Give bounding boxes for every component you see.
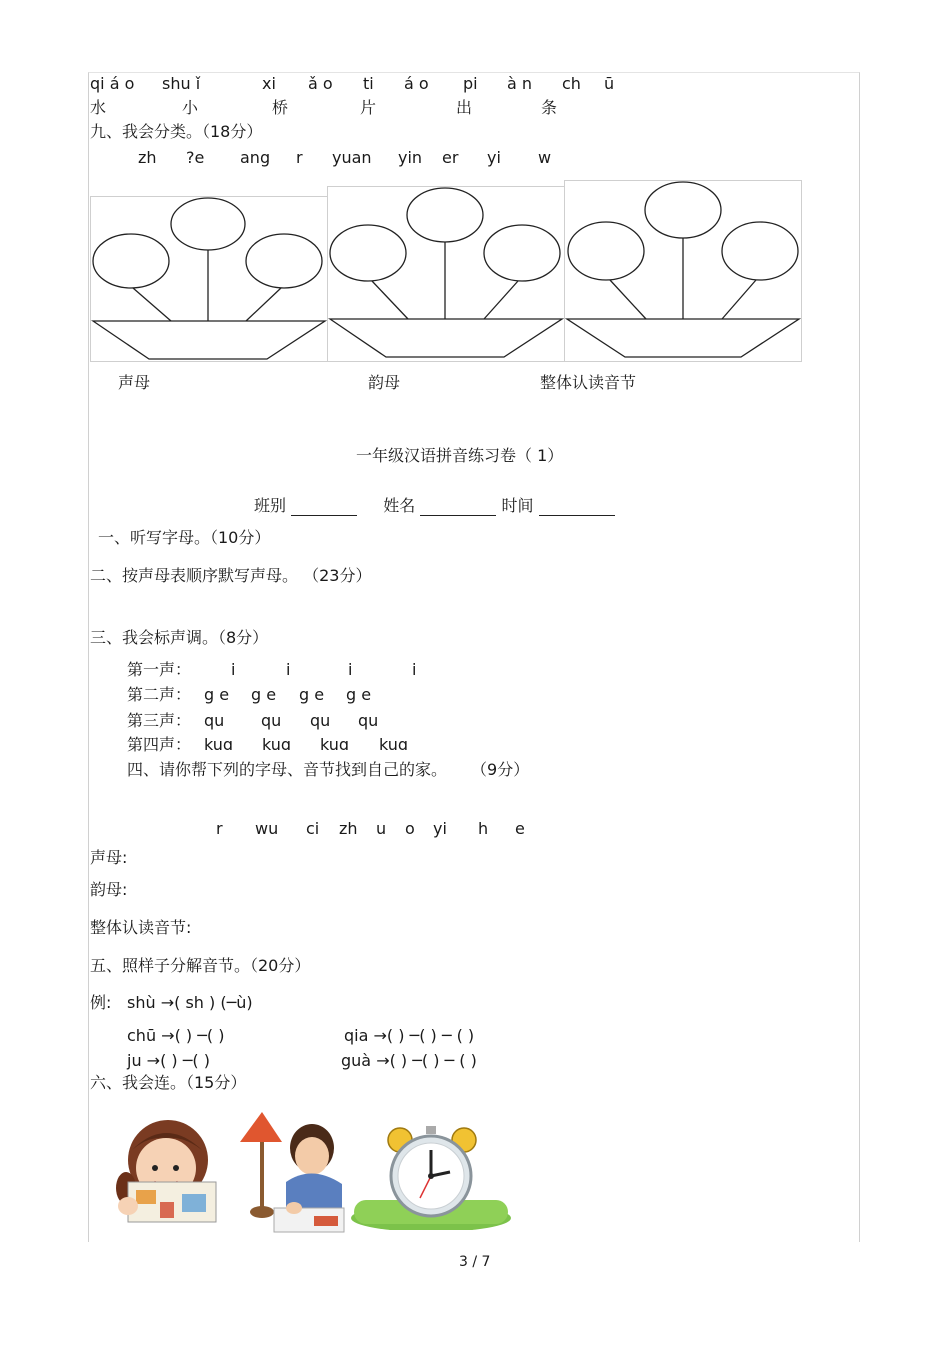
hanzi-item: 片 — [360, 98, 377, 117]
top-hanzi-row — [90, 98, 650, 118]
test-title: 一年级汉语拼音练习卷（ 1） — [356, 446, 564, 465]
decompose-gua: guà →( ) ─( ) ─ ( ) — [341, 1051, 477, 1070]
tone-item: qu — [261, 711, 282, 730]
tone-label: 第三声： — [127, 711, 192, 730]
flower-pot-diagram-2 — [327, 186, 565, 362]
classify-item: r — [296, 148, 303, 167]
section-2-title: 二、按声母表顺序默写声母。 （23分） — [90, 566, 372, 585]
classify-item: ang — [240, 148, 271, 167]
classify-item: ?e — [186, 148, 205, 167]
tone-item: g e — [299, 685, 325, 704]
tone-label: 第四声： — [127, 735, 192, 754]
class-field[interactable] — [291, 499, 357, 516]
example-decomposition: shù →( sh ) (─ù) — [127, 993, 253, 1012]
sort-item: yi — [433, 819, 447, 838]
pot-label-shengmu: 声母 — [118, 373, 151, 392]
tone-item: i — [412, 660, 417, 679]
name-field[interactable] — [420, 499, 496, 516]
classify-item: yin — [398, 148, 423, 167]
pinyin-item: xi — [262, 74, 276, 93]
sort-item: u — [376, 819, 387, 838]
class-label: 班别 — [254, 496, 287, 515]
classify-item: w — [538, 148, 552, 167]
section-4-items — [216, 819, 536, 839]
time-label: 时间 — [501, 496, 534, 515]
tone-label: 第一声： — [127, 660, 192, 679]
pinyin-item: à n — [507, 74, 533, 93]
pinyin-item: qi á o — [90, 74, 135, 93]
sort-item: r — [216, 819, 223, 838]
tone-item: qu — [204, 711, 225, 730]
classify-item: zh — [138, 148, 157, 167]
pinyin-item: ch — [562, 74, 581, 93]
pot-label-yunmu: 韵母 — [368, 373, 401, 392]
hanzi-item: 小 — [182, 98, 199, 117]
tone-item: kuɑ — [320, 735, 350, 754]
hanzi-item: 条 — [541, 98, 558, 117]
page-number: 3 / 7 — [459, 1254, 491, 1270]
flower-pot-3 — [565, 181, 801, 361]
pinyin-item: ǎ o — [308, 74, 333, 93]
tone-item: g e — [346, 685, 372, 704]
pinyin-item: shu ǐ — [162, 74, 201, 93]
pinyin-item: ū — [604, 74, 615, 93]
decompose-chu: chū →( ) ─( ) — [127, 1026, 225, 1045]
tone-item: i — [286, 660, 291, 679]
section-9-items — [90, 148, 570, 168]
sort-item: o — [405, 819, 415, 838]
name-label: 姓名 — [383, 496, 416, 515]
yunmu-answer-label: 韵母: — [90, 880, 128, 899]
tone-item: i — [231, 660, 236, 679]
flower-pot-diagram-3 — [564, 180, 802, 362]
pot-label-zhengti: 整体认读音节 — [540, 373, 637, 392]
tone-item: g e — [204, 685, 230, 704]
boy-writing-picture — [234, 1112, 348, 1238]
hanzi-item: 出 — [456, 98, 473, 117]
section-3-title: 三、我会标声调。（8分） — [90, 628, 269, 647]
sort-item: wu — [255, 819, 279, 838]
tone-item: kuɑ — [379, 735, 409, 754]
classify-item: yi — [487, 148, 501, 167]
section-4-title-text: 四、请你帮下列的字母、音节找到自己的家。 — [127, 760, 448, 779]
tone-item: qu — [310, 711, 331, 730]
section-4-title — [127, 760, 529, 780]
sort-item: ci — [306, 819, 320, 838]
decompose-qia: qia →( ) ─( ) ─ ( ) — [344, 1026, 475, 1045]
classify-item: er — [442, 148, 459, 167]
section-9-title: 九、我会分类。（18分） — [90, 122, 263, 141]
tone-item: kuɑ — [204, 735, 234, 754]
sort-item: h — [478, 819, 489, 838]
section-6-title: 六、我会连。（15分） — [90, 1073, 247, 1092]
pinyin-item: ti — [363, 74, 374, 93]
tone-item: g e — [251, 685, 277, 704]
time-field[interactable] — [539, 499, 615, 516]
hanzi-item: 桥 — [272, 98, 289, 117]
tone-item: qu — [358, 711, 379, 730]
flower-pot-2 — [328, 187, 564, 361]
section-5-title: 五、照样子分解音节。（20分） — [90, 956, 311, 975]
zhengti-answer-label: 整体认读音节: — [90, 918, 192, 937]
alarm-clock-picture — [350, 1120, 512, 1230]
tone-item: kuɑ — [262, 735, 292, 754]
top-pinyin-row — [90, 74, 650, 94]
classify-item: yuan — [332, 148, 372, 167]
flower-pot-1 — [91, 197, 327, 361]
pinyin-item: á o — [404, 74, 429, 93]
info-line — [254, 496, 615, 516]
tone-label: 第二声： — [127, 685, 192, 704]
hanzi-item: 水 — [90, 98, 107, 117]
sort-item: e — [515, 819, 525, 838]
girl-reading-picture — [110, 1110, 230, 1228]
sort-item: zh — [339, 819, 358, 838]
pinyin-item: pi — [463, 74, 478, 93]
section-4-score: （9分） — [471, 760, 530, 779]
decompose-ju: ju →( ) ─( ) — [127, 1051, 210, 1070]
section-1-title: 一、听写字母。（10分） — [98, 528, 271, 547]
shengmu-answer-label: 声母: — [90, 848, 128, 867]
tone-item: i — [348, 660, 353, 679]
flower-pot-diagram-1 — [90, 196, 328, 362]
example-label: 例: — [90, 993, 112, 1012]
